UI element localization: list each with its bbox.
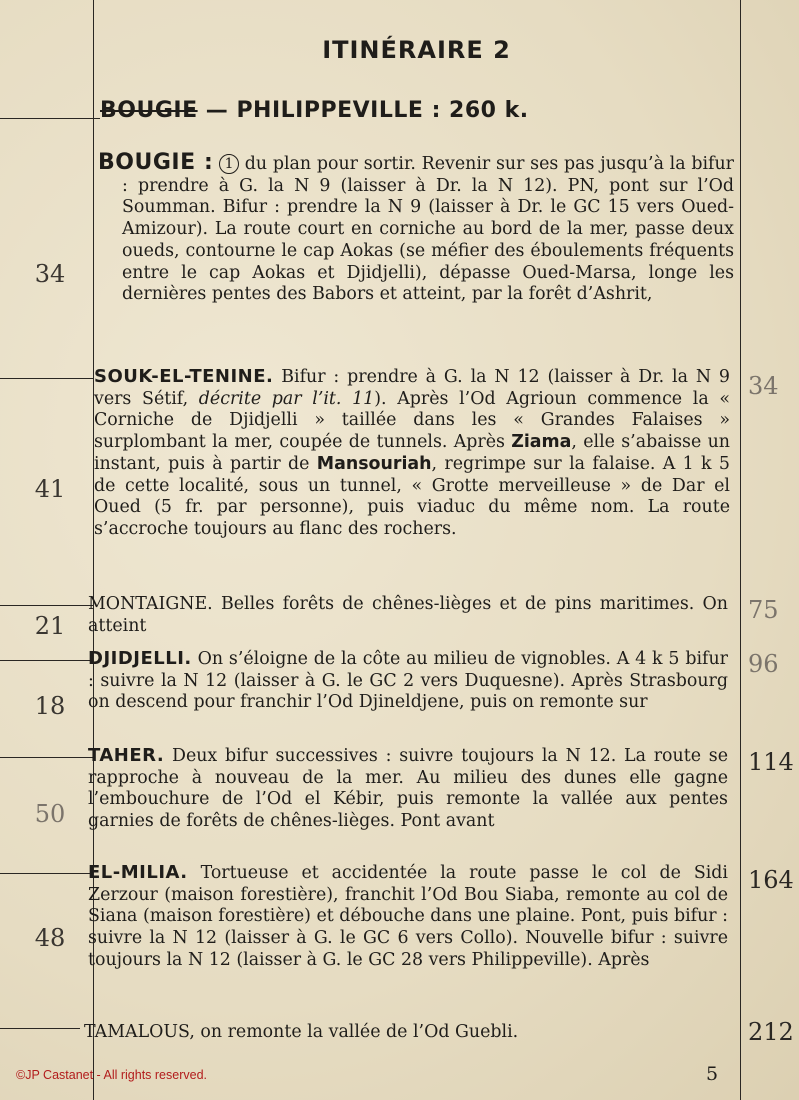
cumulative-km: 75 [748, 596, 779, 624]
section-lead: DJIDJELLI. [88, 648, 192, 669]
segment-divider [0, 605, 93, 606]
segment-divider [0, 660, 93, 661]
section-text: du plan pour sortir. Revenir sur ses pas jusqu’à la bifur : prendre à G. la N 9 (laisser à Dr. la N 12). PN, pont sur l’Od Soumman. Bifur : prendre la N 9 (laisser à Dr. le GC 15 vers Oued-Amizour). La route court en corniche au bord de la mer, passe deux oueds, contourne le cap Aokas (se méfier des éboulements fréquents entre le cap Aokas et Djidjelli), dépasse Oued-Marsa, longe les dernières pentes des Babors et atteint, par la forêt d’Ashrit, [122, 154, 734, 305]
section-djidjelli [88, 648, 728, 714]
section-el-milia [88, 862, 728, 972]
section-text: Tortueuse et accidentée la route passe le col de Sidi Zerzour (maison forestière), franchit l’Od Bou Siaba, remonte au col de Siana (maison forestière) et débouche dans une plaine. Pont, puis bifur : suivre la N 12 (laisser à G. le GC 6 vers Collo). Nouvelle bifur : suivre toujours la N 12 (laisser à G. le GC 28 vers Philippeville). Après [88, 863, 728, 970]
section-lead: SOUK-EL-TENINE. [94, 366, 274, 387]
copyright-notice: ©JP Castanet - All rights reserved. [16, 1068, 208, 1082]
section-lead: TAHER. [88, 745, 165, 766]
segment-divider [0, 757, 93, 758]
partial-km: 18 [34, 692, 66, 720]
section-text: Bifur : prendre à G. la N 12 (laisser à Dr. la N 9 vers Sétif, [94, 367, 730, 409]
partial-km: 34 [34, 260, 66, 288]
partial-km: 41 [34, 475, 66, 503]
route-from: BOUGIE [100, 98, 198, 123]
cumulative-km: 164 [748, 866, 794, 894]
section-text: , elle s’abaisse un instant, puis à partir de [94, 432, 730, 474]
cumulative-km: 96 [748, 650, 779, 678]
plan-marker-icon: 1 [219, 154, 239, 174]
section-text: Deux bifur successives : suivre toujours la N 12. La route se rapproche à nouveau de la mer. Au milieu des dunes elle gagne l’embouchure de l’Od el Kébir, puis remonte la vallée aux pentes garnies de forêts de chênes-lièges. Pont avant [88, 746, 728, 832]
section-souk-el-tenine [94, 366, 730, 541]
section-text: On s’éloigne de la côte au milieu de vignobles. A 4 k 5 bifur : suivre la N 12 (laisser à G. le GC 2 vers Duquesne). Après Strasbourg on descend pour franchir l’Od Djineldjene, puis on remonte sur [88, 649, 728, 713]
partial-km: 50 [34, 800, 66, 828]
right-column-rule [740, 0, 741, 1100]
segment-divider [0, 1028, 80, 1029]
section-text: Belles forêts de chênes-lièges et de pins maritimes. On atteint [88, 594, 728, 636]
cumulative-km: 212 [748, 1018, 794, 1046]
page-number: 5 [706, 1063, 719, 1085]
segment-divider [0, 873, 93, 874]
cumulative-km: 34 [748, 372, 779, 400]
place-ziama: Ziama [511, 432, 572, 453]
section-text: on remonte la vallée de l’Od Guebli. [194, 1022, 519, 1042]
route-to: PHILIPPEVILLE [236, 98, 424, 123]
route-dash: — [197, 98, 237, 123]
section-text: , regrimpe sur la falaise. A 1 k 5 de cette localité, sous un tunnel, « Grotte merveilleuse » de Dar el Oued (5 fr. par personne), puis viaduc du même nom. La route s’accroche toujours au flanc des rochers. [94, 453, 730, 539]
section-montaigne [88, 594, 728, 637]
section-lead: TAMALOUS, [84, 1022, 195, 1042]
route-heading [100, 98, 740, 123]
section-lead: BOUGIE : [98, 150, 214, 175]
segment-divider [0, 378, 93, 379]
section-lead: MONTAIGNE. [88, 594, 213, 614]
cross-reference: décrite par l’it. 11 [198, 388, 375, 409]
partial-km: 48 [34, 924, 66, 952]
section-taher [88, 745, 728, 833]
place-mansouriah: Mansouriah [316, 453, 432, 474]
itinerary-title: ITINÉRAIRE 2 [322, 36, 511, 64]
cumulative-km: 114 [748, 748, 794, 776]
route-underline [0, 118, 100, 119]
section-tamalous [84, 1022, 720, 1044]
partial-km: 21 [34, 612, 66, 640]
section-lead: EL-MILIA. [88, 862, 188, 883]
section-bougie [98, 150, 734, 306]
route-distance: : 260 k. [423, 98, 529, 123]
section-text: ). Après l’Od Agrioun commence la « Corniche de Djidjelli » taillée dans les « Grandes Falaises » surplombant la mer, coupée de tunnels. Après [94, 388, 731, 453]
